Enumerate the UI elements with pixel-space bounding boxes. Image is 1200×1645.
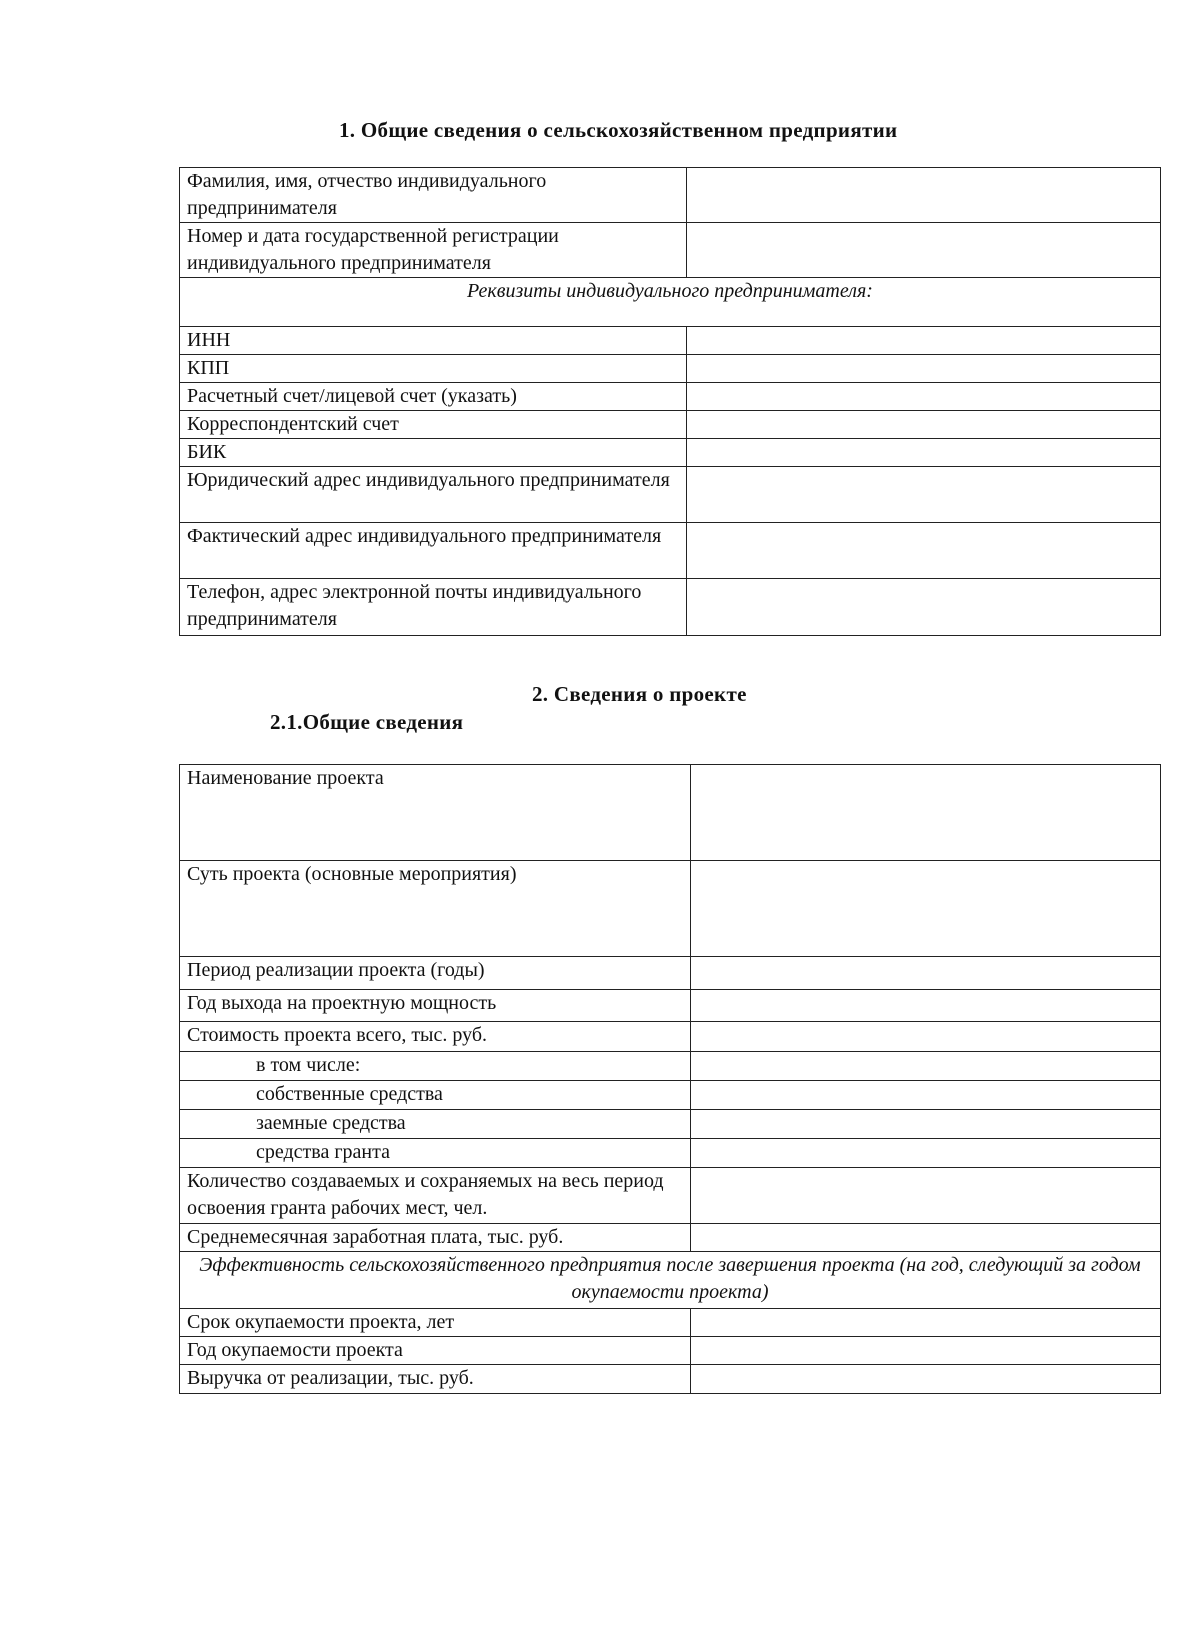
row-value-actual-address[interactable] <box>687 523 1161 579</box>
row-value-kpp[interactable] <box>687 355 1161 383</box>
section-1-title: 1. Общие сведения о сельскохозяйственном предприятии <box>339 118 898 142</box>
row-label-period: Период реализации проекта (годы) <box>180 957 691 990</box>
section-2-title: 2. Сведения о проекте <box>532 682 747 706</box>
row-label-borrowed-funds: заемные средства <box>180 1110 691 1139</box>
table-row <box>180 467 1161 523</box>
table-row <box>180 1252 1161 1309</box>
table-row <box>180 383 1161 411</box>
table-row <box>180 278 1161 327</box>
row-value-account[interactable] <box>687 383 1161 411</box>
table-row <box>180 168 1161 223</box>
row-label-project-essence: Суть проекта (основные мероприятия) <box>180 861 691 957</box>
row-value-revenue[interactable] <box>691 1365 1161 1394</box>
row-value-bik[interactable] <box>687 439 1161 467</box>
table-row <box>180 1337 1161 1365</box>
row-label-payback-year: Год окупаемости проекта <box>180 1337 691 1365</box>
table-row <box>180 355 1161 383</box>
table-row <box>180 1309 1161 1337</box>
row-label-own-funds: собственные средства <box>180 1081 691 1110</box>
table-row <box>180 861 1161 957</box>
table-row <box>180 990 1161 1022</box>
table-row <box>180 1081 1161 1110</box>
row-label-grant-funds: средства гранта <box>180 1139 691 1168</box>
row-label-total-cost: Стоимость проекта всего, тыс. руб. <box>180 1022 691 1052</box>
table-row <box>180 411 1161 439</box>
row-label-inn: ИНН <box>180 327 687 355</box>
row-label-including: в том числе: <box>180 1052 691 1081</box>
row-value-registration[interactable] <box>687 223 1161 278</box>
table-row <box>180 579 1161 636</box>
row-value-grant-funds[interactable] <box>691 1139 1161 1168</box>
row-label-capacity-year: Год выхода на проектную мощность <box>180 990 691 1022</box>
table-row <box>180 523 1161 579</box>
row-label-corr-account: Корреспондентский счет <box>180 411 687 439</box>
section-2-1-subtitle: 2.1.Общие сведения <box>270 710 464 734</box>
table-row <box>180 1052 1161 1081</box>
efficiency-subheader: Эффективность сельскохозяйственного предприятия после завершения проекта (на год, следующий за годом окупаемости проекта) <box>180 1252 1161 1309</box>
row-value-capacity-year[interactable] <box>691 990 1161 1022</box>
row-label-revenue: Выручка от реализации, тыс. руб. <box>180 1365 691 1394</box>
row-label-project-name: Наименование проекта <box>180 765 691 861</box>
table-row <box>180 1224 1161 1252</box>
row-value-contacts[interactable] <box>687 579 1161 636</box>
row-label-account: Расчетный счет/лицевой счет (указать) <box>180 383 687 411</box>
row-label-contacts: Телефон, адрес электронной почты индивидуального предпринимателя <box>180 579 687 636</box>
table-row <box>180 439 1161 467</box>
entrepreneur-info-table <box>179 167 1161 636</box>
row-value-legal-address[interactable] <box>687 467 1161 523</box>
row-label-registration: Номер и дата государственной регистрации индивидуального предпринимателя <box>180 223 687 278</box>
row-label-full-name: Фамилия, имя, отчество индивидуального предпринимателя <box>180 168 687 223</box>
row-value-jobs[interactable] <box>691 1168 1161 1224</box>
row-value-period[interactable] <box>691 957 1161 990</box>
row-label-legal-address: Юридический адрес индивидуального предпринимателя <box>180 467 687 523</box>
row-value-project-essence[interactable] <box>691 861 1161 957</box>
row-label-jobs: Количество создаваемых и сохраняемых на весь период освоения гранта рабочих мест, чел. <box>180 1168 691 1224</box>
row-value-full-name[interactable] <box>687 168 1161 223</box>
row-value-project-name[interactable] <box>691 765 1161 861</box>
table-row <box>180 1110 1161 1139</box>
row-label-actual-address: Фактический адрес индивидуального предпринимателя <box>180 523 687 579</box>
row-label-bik: БИК <box>180 439 687 467</box>
table-row <box>180 1365 1161 1394</box>
project-info-table <box>179 764 1161 1394</box>
row-value-inn[interactable] <box>687 327 1161 355</box>
table-row <box>180 223 1161 278</box>
row-value-borrowed-funds[interactable] <box>691 1110 1161 1139</box>
row-value-total-cost[interactable] <box>691 1022 1161 1052</box>
table-row <box>180 327 1161 355</box>
row-label-payback-period: Срок окупаемости проекта, лет <box>180 1309 691 1337</box>
row-value-including[interactable] <box>691 1052 1161 1081</box>
row-value-own-funds[interactable] <box>691 1081 1161 1110</box>
row-label-salary: Среднемесячная заработная плата, тыс. руб. <box>180 1224 691 1252</box>
table-row <box>180 1022 1161 1052</box>
row-value-payback-period[interactable] <box>691 1309 1161 1337</box>
row-label-kpp: КПП <box>180 355 687 383</box>
row-value-salary[interactable] <box>691 1224 1161 1252</box>
row-value-corr-account[interactable] <box>687 411 1161 439</box>
table-row <box>180 1168 1161 1224</box>
requisites-subheader: Реквизиты индивидуального предпринимателя: <box>180 278 1161 327</box>
table-row <box>180 765 1161 861</box>
row-value-payback-year[interactable] <box>691 1337 1161 1365</box>
table-row <box>180 1139 1161 1168</box>
table-row <box>180 957 1161 990</box>
